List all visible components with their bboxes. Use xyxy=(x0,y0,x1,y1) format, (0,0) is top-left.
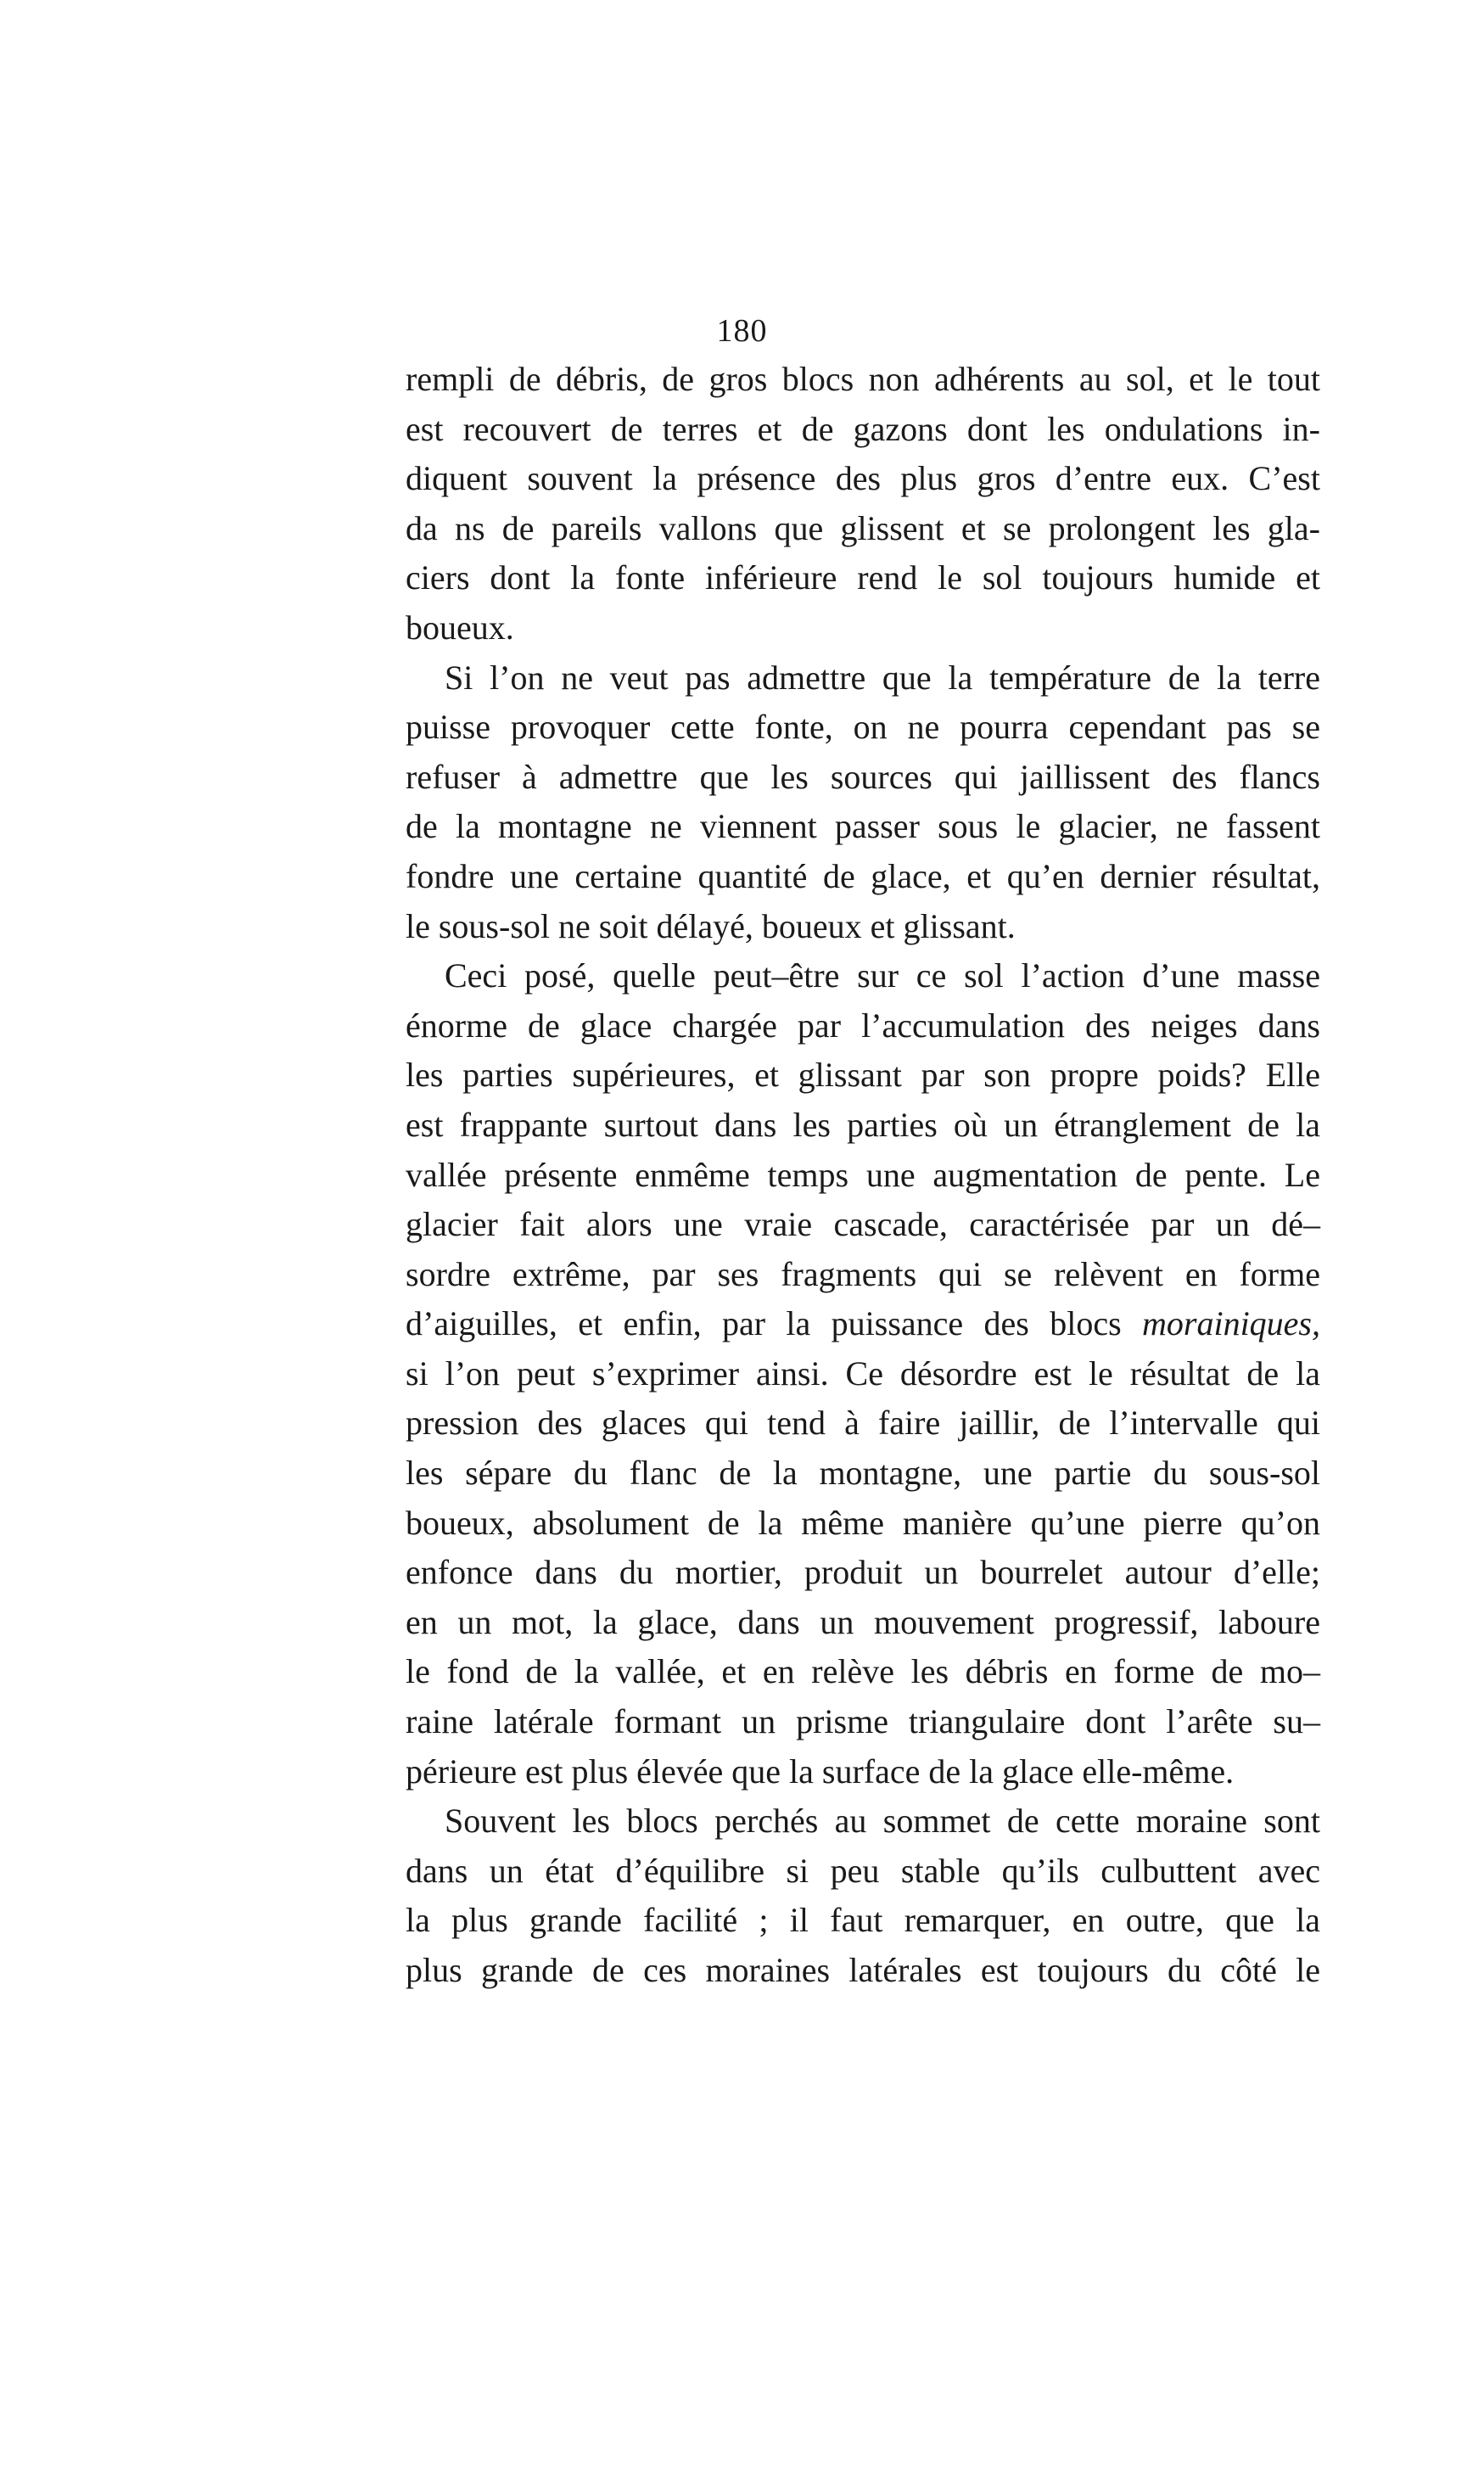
text-line: si l’on peut s’exprimer ainsi. Ce désordre est le résultat de la xyxy=(406,1353,1320,1393)
text-line: plus grande de ces moraines latérales est toujours du côté le xyxy=(406,1951,1320,1989)
italic-word: morainiques, xyxy=(1142,1304,1320,1343)
text-line: glacier fait alors une vraie cascade, caractérisée par un dé– xyxy=(406,1205,1320,1244)
text-line: puisse provoquer cette fonte, on ne pourra cependant pas se xyxy=(406,708,1320,747)
text-line: le fond de la vallée, et en relève les débris en forme de mo– xyxy=(406,1652,1320,1691)
text-line: pression des glaces qui tend à faire jaillir, de l’intervalle qui xyxy=(406,1404,1320,1443)
text-line: les parties supérieures, et glissant par son propre poids? Elle xyxy=(406,1056,1320,1095)
text-fragment: d’aiguilles, et enfin, par la puissance des blocs xyxy=(406,1304,1142,1343)
text-line: de la montagne ne viennent passer sous le glacier, ne fassent xyxy=(406,807,1320,846)
text-line: la plus grande facilité ; il faut remarquer, en outre, que la xyxy=(406,1901,1320,1940)
text-line: vallée présente enmême temps une augmentation de pente. Le xyxy=(406,1155,1320,1194)
paragraph-first-line: Ceci posé, quelle peut–être sur ce sol l’action d’une masse xyxy=(445,956,1320,995)
text-line: boueux, absolument de la même manière qu’une pierre qu’on xyxy=(406,1503,1320,1542)
text-line: sordre extrême, par ses fragments qui se relèvent en forme xyxy=(406,1254,1320,1293)
text-line-with-italic xyxy=(406,1299,1320,1349)
text-line: dans un état d’équilibre si peu stable qu’ils culbuttent avec xyxy=(406,1851,1320,1890)
text-line: est frappante surtout dans les parties où un étranglement de la xyxy=(406,1105,1320,1144)
paragraph-first-line: Souvent les blocs perchés au sommet de cette moraine sont xyxy=(445,1802,1320,1841)
page-number: 180 xyxy=(716,313,768,349)
body-text xyxy=(406,355,1320,1996)
paragraph-first-line: Si l’on ne veut pas admettre que la température de la terre xyxy=(445,658,1320,697)
text-line: énorme de glace chargée par l’accumulation des neiges dans xyxy=(406,1006,1320,1045)
text-line: est recouvert de terres et de gazons dont les ondulations in- xyxy=(406,409,1320,448)
text-line: périeure est plus élevée que la surface de la glace elle-même. xyxy=(406,1751,1235,1791)
text-line: le sous-sol ne soit délayé, boueux et glissant. xyxy=(406,906,1016,945)
text-line: ciers dont la fonte inférieure rend le sol toujours humide et xyxy=(406,558,1320,597)
text-line: raine latérale formant un prisme triangulaire dont l’arête su– xyxy=(406,1702,1320,1741)
text-line: fondre une certaine quantité de glace, et qu’en dernier résultat, xyxy=(406,856,1320,895)
text-line: rempli de débris, de gros blocs non adhérents au sol, et le tout xyxy=(406,360,1320,398)
text-line: refuser à admettre que les sources qui jaillissent des flancs xyxy=(406,757,1320,796)
text-line: enfonce dans du mortier, produit un bourrelet autour d’elle; xyxy=(406,1553,1320,1592)
text-line: les sépare du flanc de la montagne, une partie du sous-sol xyxy=(406,1454,1320,1493)
text-line: diquent souvent la présence des plus gros d’entre eux. C’est xyxy=(406,459,1320,498)
text-line: da ns de pareils vallons que glissent et se prolongent les gla- xyxy=(406,508,1320,547)
text-line: en un mot, la glace, dans un mouvement progressif, laboure xyxy=(406,1602,1320,1641)
text-line: boueux. xyxy=(406,608,514,647)
